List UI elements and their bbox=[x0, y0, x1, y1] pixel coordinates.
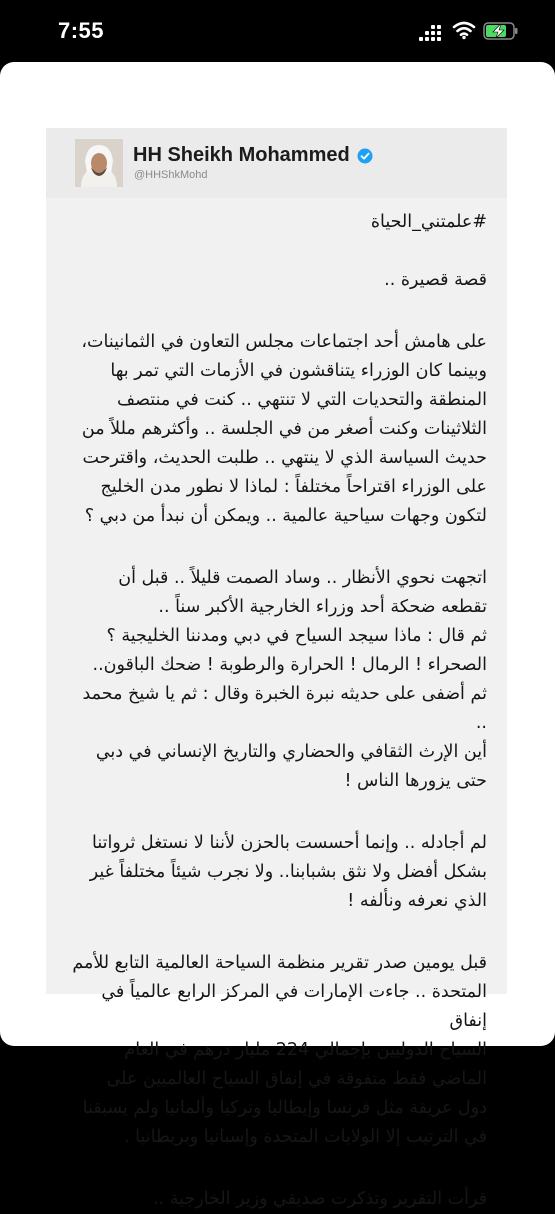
status-time: 7:55 bbox=[58, 18, 105, 43]
status-bar bbox=[0, 0, 555, 64]
tweet-paragraph: لم أجادله .. وإنما أحسست بالحزن لأننا لا نستغل ثرواتنا بشكل أفضل ولا نثق بشبابنا.. ولا نجرب شيئاً مختلفاً غير الذي نعرفه ونألفه ! bbox=[89, 833, 487, 911]
wifi-icon bbox=[452, 20, 476, 40]
tweet-paragraph: قبل يومين صدر تقرير منظمة السياحة العالمية التابع للأمم المتحدة .. جاءت الإمارات في المركز الرابع عالمياً في إنفاق السياح الدوليين بإجمالي 224 مليار درهم في العام الماضي فقط متفوقة في إنفاق السياح العالميين على دول عريقة مثل فرنسا وإيطاليا وتركيا وألمانيا ولم يسبقنا في الترتيب إلا الولايات المتحدة وإسبانيا وبريطانيا . bbox=[72, 953, 487, 1147]
tweet-header bbox=[46, 128, 507, 198]
tweet-paragraph: اتجهت نحوي الأنظار .. وساد الصمت قليلاً .. قبل أن تقطعه ضحكة أحد وزراء الخارجية الأكبر سناً .. ثم قال : ماذا سيجد السياح في دبي ومدننا الخليجية ؟ الصحراء ! الرمال ! الحرارة والرطوبة ! ضحك الباقون.. ثم أضفى على حديثه نبرة الخبرة وقال : ثم يا شيخ محمد .. أين الإرث الثقافي والحضاري والتاريخ الإنساني في دبي حتى يزورها الناس ! bbox=[82, 568, 487, 791]
avatar[interactable] bbox=[75, 139, 123, 187]
verified-badge-icon bbox=[357, 148, 373, 164]
author-name[interactable]: HH Sheikh Mohammed bbox=[133, 144, 350, 166]
tweet-text bbox=[68, 208, 487, 1214]
hashtag[interactable]: #علمتني_الحياة bbox=[370, 212, 487, 232]
tweet-paragraph: قصة قصيرة .. bbox=[384, 270, 487, 290]
author-handle[interactable]: @HHShkMohd bbox=[134, 169, 208, 181]
signal-icon bbox=[419, 25, 441, 41]
battery-charging-icon bbox=[483, 22, 519, 40]
tweet-card bbox=[46, 128, 507, 1209]
tweet-paragraph: قرأت التقرير وتذكرت صديقي وزير الخارجية .. bbox=[153, 1189, 487, 1209]
tweet-paragraph: على هامش أحد اجتماعات مجلس التعاون في الثمانينات، وبينما كان الوزراء يتناقشون في الأزمات التي تمر بها المنطقة والتحديات التي لا تنتهي .. كنت في منتصف الثلاثينات وكنت أصغر من في الجلسة .. وأكثرهم مللاً من حديث السياسة الذي لا ينتهي .. طلبت الحديث، واقترحت على الوزراء اقتراحاً مختلفاً : لماذا لا نطور مدن الخليج لتكون وجهات سياحية عالمية .. ويمكن أن نبدأ من دبي ؟ bbox=[81, 332, 487, 526]
